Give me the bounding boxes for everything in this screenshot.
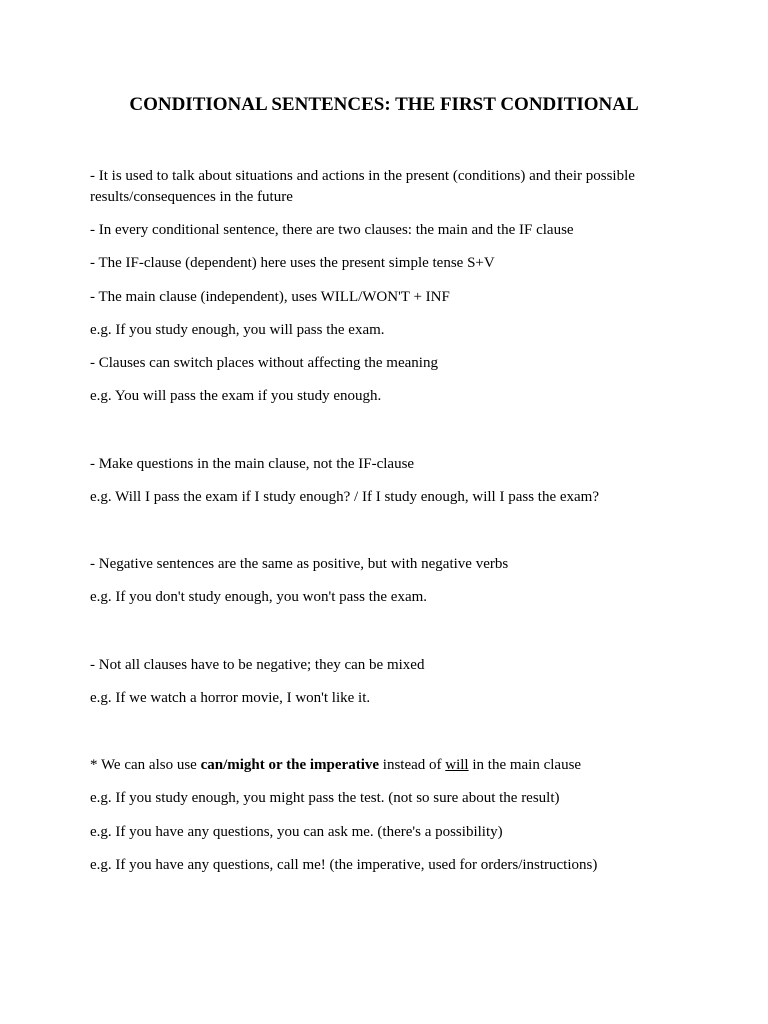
paragraph-mixed: - Not all clauses have to be negative; they can be mixed [90,657,425,673]
paragraph-two-clauses: - In every conditional sentence, there are two clauses: the main and the IF clause [90,222,574,238]
note-bold: can/might or the imperative [200,757,380,773]
note-underlined: will [445,757,469,773]
note-prefix: * We can also use [90,757,201,773]
example-questions: e.g. Will I pass the exam if I study enough? / If I study enough, will I pass the exam? [90,489,600,505]
example-can: e.g. If you have any questions, you can ask me. (there's a possibility) [90,824,503,840]
example-switched: e.g. You will pass the exam if you study enough. [90,388,382,404]
example-negative: e.g. If you don't study enough, you won't pass the exam. [90,589,428,605]
example-might: e.g. If you study enough, you might pass the test. (not so sure about the result) [90,790,560,806]
example-mixed: e.g. If we watch a horror movie, I won't like it. [90,690,371,706]
paragraph-main-clause: - The main clause (independent), uses WILL/WON'T + INF [90,289,450,305]
note-suffix: in the main clause [468,757,582,773]
paragraph-questions: - Make questions in the main clause, not the IF-clause [90,456,415,472]
page-title: CONDITIONAL SENTENCES: THE FIRST CONDITIONAL [129,94,639,115]
paragraph-if-clause: - The IF-clause (dependent) here uses the present simple tense S+V [90,255,495,271]
example-imperative: e.g. If you have any questions, call me! (the imperative, used for orders/instructions) [90,857,598,873]
paragraph-negative: - Negative sentences are the same as positive, but with negative verbs [90,556,509,572]
example-basic: e.g. If you study enough, you will pass the exam. [90,322,385,338]
paragraph-modal-note [90,755,680,776]
paragraph-usage: - It is used to talk about situations and actions in the present (conditions) and their possible results/consequences in the future [90,168,635,205]
paragraph-switch-places: - Clauses can switch places without affecting the meaning [90,355,438,371]
note-middle: instead of [379,757,446,773]
